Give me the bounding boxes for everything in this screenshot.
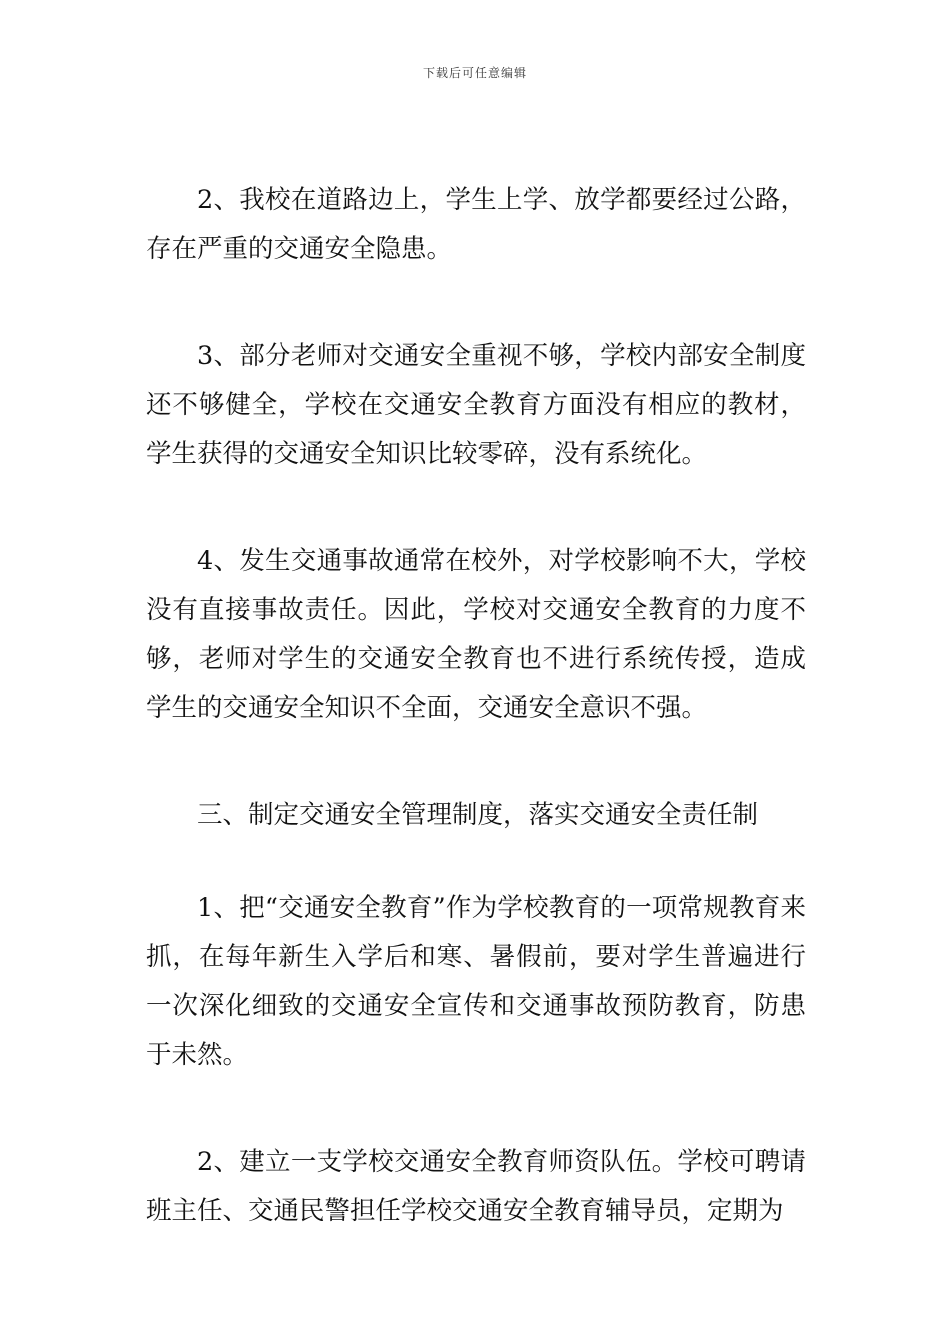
section-heading-three: 三、制定交通安全管理制度，落实交通安全责任制 bbox=[197, 800, 759, 830]
paragraph-item-2-road-hazard: 2、我校在道路边上，学生上学、放学都要经过公路，存在严重的交通安全隐患。 bbox=[146, 185, 806, 264]
paragraph-item-4-accident-responsibility: 4、发生交通事故通常在校外，对学校影响不大，学校没有直接事故责任。因此，学校对交通安全教育的力度不够，老师对学生的交通安全教育也不进行系统传授，造成学生的交通安全知识不全面，交通安全意识不强。 bbox=[146, 546, 806, 723]
paragraph-item-2-teacher-team: 2、建立一支学校交通安全教育师资队伍。学校可聘请班主任、交通民警担任学校交通安全教育辅导员，定期为 bbox=[146, 1147, 806, 1226]
paragraph-item-1-regular-education: 1、把“交通安全教育”作为学校教育的一项常规教育来抓，在每年新生入学后和寒、暑假前，要对学生普遍进行一次深化细致的交通安全宣传和交通事故预防教育，防患于未然。 bbox=[146, 893, 806, 1070]
document-body bbox=[146, 176, 806, 1294]
page-header: 下载后可任意编辑 bbox=[422, 66, 527, 80]
paragraph-item-3-teacher-attention: 3、部分老师对交通安全重视不够，学校内部安全制度还不够健全，学校在交通安全教育方面没有相应的教材，学生获得的交通安全知识比较零碎，没有系统化。 bbox=[146, 341, 806, 469]
